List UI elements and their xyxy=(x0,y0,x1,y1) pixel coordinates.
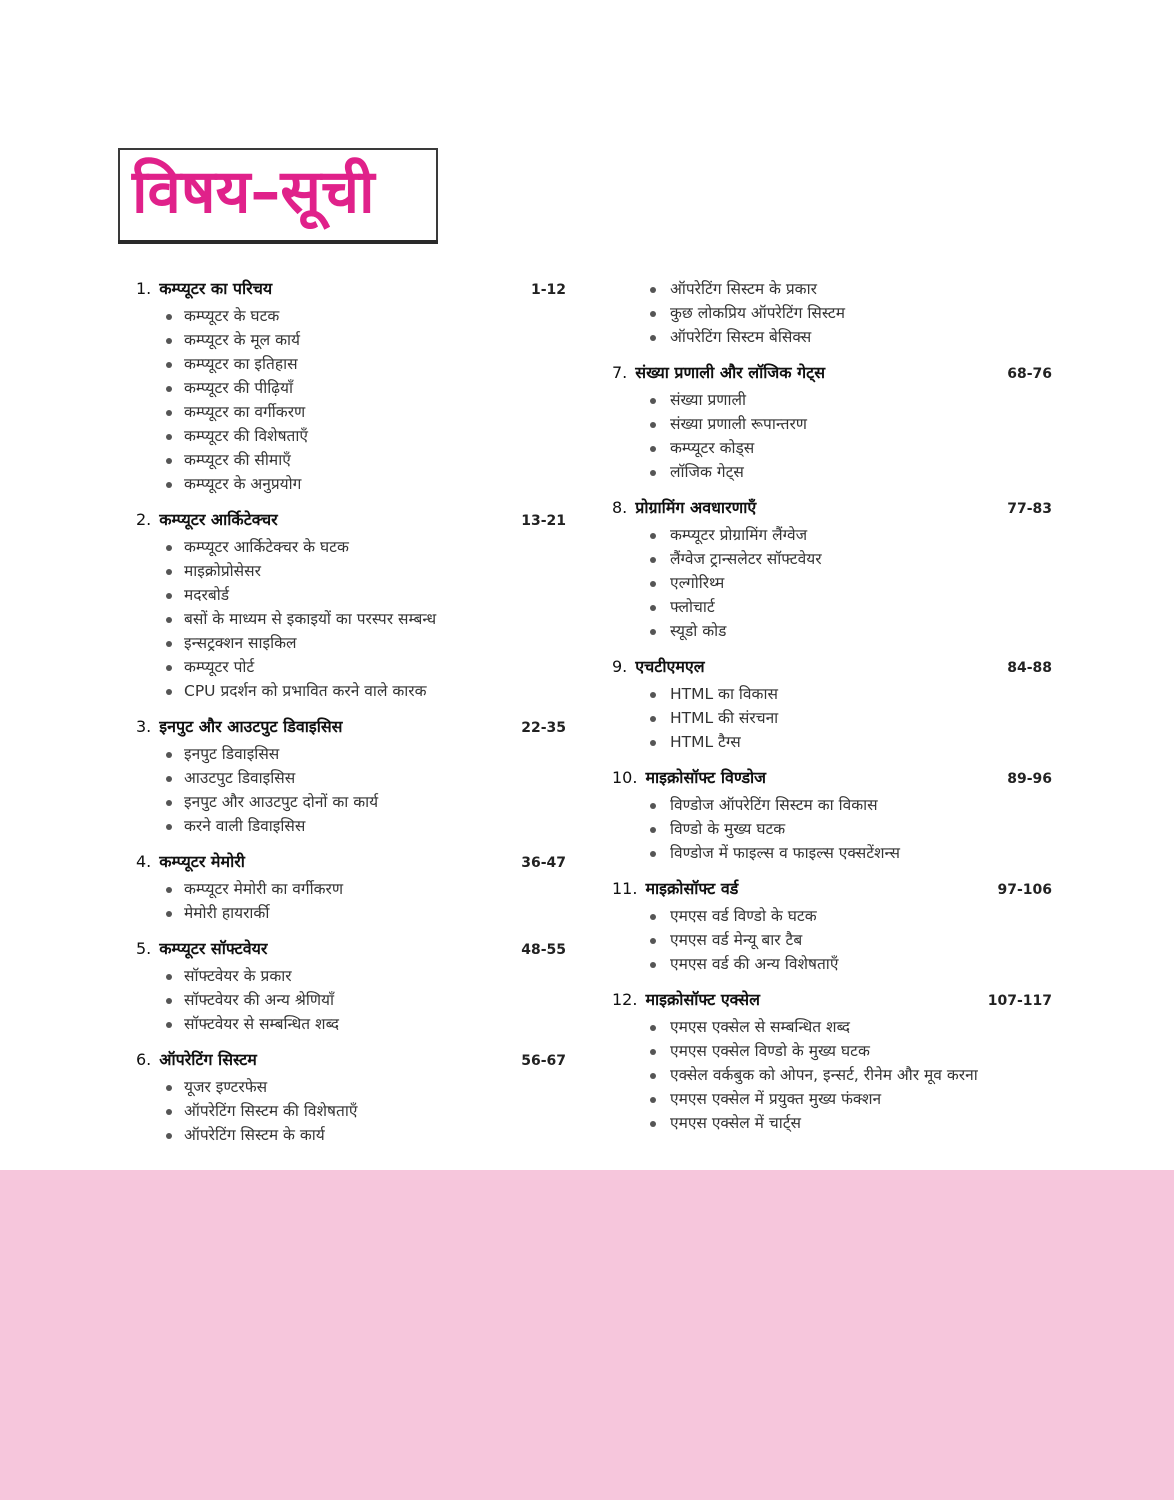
topic-item xyxy=(136,472,566,496)
topic-item xyxy=(136,559,566,583)
bullet-icon xyxy=(650,1073,656,1079)
topic-label: विण्डोज ऑपरेटिंग सिस्टम का विकास xyxy=(670,796,878,814)
topic-item xyxy=(612,436,1052,460)
chapter-title xyxy=(612,988,760,1012)
bullet-icon xyxy=(650,557,656,563)
topic-label: एमएस एक्सेल में चार्ट्स xyxy=(670,1114,802,1132)
topic-label: इनपुट डिवाइसिस xyxy=(184,745,280,763)
chapter-heading xyxy=(612,655,1052,679)
bullet-icon xyxy=(166,998,172,1004)
chapter-number: 7. xyxy=(612,363,628,382)
chapter-title xyxy=(136,508,278,532)
title-box xyxy=(118,148,438,241)
chapter-number: 3. xyxy=(136,717,152,736)
chapter-pages: 89-96 xyxy=(1007,771,1052,787)
chapter-number: 5. xyxy=(136,939,152,958)
topic-item xyxy=(136,304,566,328)
topic-label: लॉजिक गेट्स xyxy=(670,463,744,481)
chapter-pages: 84-88 xyxy=(1007,660,1052,676)
bullet-icon xyxy=(166,776,172,782)
topic-label: एमएस एक्सेल विण्डो के मुख्य घटक xyxy=(670,1042,870,1060)
topic-label: ऑपरेटिंग सिस्टम की विशेषताएँ xyxy=(184,1102,358,1120)
bullet-icon xyxy=(166,362,172,368)
bullet-icon xyxy=(650,803,656,809)
chapter-pages: 1-12 xyxy=(530,282,566,298)
topic-label: सॉफ्टवेयर की अन्य श्रेणियाँ xyxy=(184,991,335,1009)
bullet-icon xyxy=(650,740,656,746)
topic-item xyxy=(612,1039,1052,1063)
chapter-entry xyxy=(136,1048,566,1147)
chapter-title-text: कम्प्यूटर आर्किटेक्चर xyxy=(159,510,278,529)
bullet-icon xyxy=(166,887,172,893)
topic-label: एमएस एक्सेल से सम्बन्धित शब्द xyxy=(670,1018,850,1036)
topic-label: एमएस एक्सेल में प्रयुक्त मुख्य फंक्शन xyxy=(670,1090,882,1108)
topic-list xyxy=(136,535,566,703)
topic-item xyxy=(136,742,566,766)
topic-label: एमएस वर्ड मेन्यू बार टैब xyxy=(670,931,803,949)
bullet-icon xyxy=(650,470,656,476)
topic-item xyxy=(136,376,566,400)
bullet-icon xyxy=(650,692,656,698)
chapter-heading xyxy=(136,715,566,739)
chapter-title xyxy=(136,277,272,301)
topic-list xyxy=(612,682,1052,754)
topic-list xyxy=(612,388,1052,484)
bullet-icon xyxy=(166,482,172,488)
topic-label: HTML का विकास xyxy=(670,685,778,703)
topic-label: कम्प्यूटर पोर्ट xyxy=(184,658,255,676)
chapter-title-text: प्रोग्रामिंग अवधारणाएँ xyxy=(635,498,757,517)
topic-label: एल्गोरिथ्म xyxy=(670,574,725,592)
chapter-pages: 13-21 xyxy=(521,513,566,529)
topic-item xyxy=(136,400,566,424)
chapter-heading xyxy=(612,766,1052,790)
topic-item xyxy=(136,424,566,448)
chapter-pages: 68-76 xyxy=(1007,366,1052,382)
bullet-icon xyxy=(650,716,656,722)
topic-label: मेमोरी हायरार्की xyxy=(184,904,270,922)
topic-item xyxy=(612,793,1052,817)
topic-item xyxy=(136,535,566,559)
chapter-heading xyxy=(612,988,1052,1012)
chapter-pages: 77-83 xyxy=(1007,501,1052,517)
topic-item xyxy=(136,766,566,790)
chapter-pages: 36-47 xyxy=(521,855,566,871)
topic-label: फ्लोचार्ट xyxy=(670,598,715,616)
topic-item xyxy=(136,655,566,679)
bullet-icon xyxy=(166,800,172,806)
chapter-number: 4. xyxy=(136,852,152,871)
topic-label: ऑपरेटिंग सिस्टम बेसिक्स xyxy=(670,328,812,346)
topic-item xyxy=(136,679,566,703)
chapter-title-text: माइक्रोसॉफ्ट विण्डोज xyxy=(645,768,767,787)
bullet-icon xyxy=(166,314,172,320)
topic-label: कम्प्यूटर की पीढ़ियाँ xyxy=(184,379,293,397)
bullet-icon xyxy=(650,827,656,833)
bullet-icon xyxy=(650,1025,656,1031)
topic-item xyxy=(136,448,566,472)
topic-label: लैंग्वेज ट्रान्सलेटर सॉफ्टवेयर xyxy=(670,550,822,568)
topic-item xyxy=(612,523,1052,547)
chapter-entry xyxy=(136,715,566,838)
bullet-icon xyxy=(166,338,172,344)
topic-item xyxy=(136,901,566,925)
topic-label: कम्प्यूटर के मूल कार्य xyxy=(184,331,301,349)
chapter-heading xyxy=(136,277,566,301)
bullet-icon xyxy=(650,287,656,293)
chapter-title-text: ऑपरेटिंग सिस्टम xyxy=(159,1050,257,1069)
chapter-entry xyxy=(612,877,1052,976)
topic-item xyxy=(612,1111,1052,1135)
topic-item xyxy=(612,547,1052,571)
chapter-entry xyxy=(612,655,1052,754)
topic-item xyxy=(612,412,1052,436)
topic-list xyxy=(136,742,566,838)
topic-item xyxy=(136,1123,566,1147)
chapter-number: 11. xyxy=(612,879,638,898)
topic-label: HTML की संरचना xyxy=(670,709,779,727)
chapter-number: 8. xyxy=(612,498,628,517)
chapter-entry xyxy=(136,937,566,1036)
bullet-icon xyxy=(166,665,172,671)
chapter-title-text: माइक्रोसॉफ्ट वर्ड xyxy=(645,879,739,898)
bullet-icon xyxy=(166,641,172,647)
bullet-icon xyxy=(650,311,656,317)
topic-item xyxy=(612,952,1052,976)
chapter-title xyxy=(136,1048,257,1072)
chapter-number: 6. xyxy=(136,1050,152,1069)
bullet-icon xyxy=(166,1109,172,1115)
topic-item xyxy=(136,1099,566,1123)
chapter-pages: 56-67 xyxy=(521,1053,566,1069)
chapter-entry xyxy=(136,277,566,496)
chapter-number: 10. xyxy=(612,768,638,787)
chapter-title-text: इनपुट और आउटपुट डिवाइसिस xyxy=(159,717,343,736)
bullet-icon xyxy=(166,1022,172,1028)
chapter-number: 12. xyxy=(612,990,638,1009)
topic-item xyxy=(612,1015,1052,1039)
decorative-pink-band xyxy=(0,1170,1174,1500)
topic-item xyxy=(136,583,566,607)
topic-item xyxy=(612,841,1052,865)
bullet-icon xyxy=(650,533,656,539)
topic-label: माइक्रोप्रोसेसर xyxy=(184,562,261,580)
topic-item xyxy=(612,682,1052,706)
chapter-heading xyxy=(612,496,1052,520)
topic-label: मदरबोर्ड xyxy=(184,586,229,604)
topic-label: इन्सट्रक्शन साइकिल xyxy=(184,634,297,652)
bullet-icon xyxy=(650,851,656,857)
topic-list xyxy=(136,1075,566,1147)
topic-item xyxy=(612,571,1052,595)
topic-item xyxy=(136,352,566,376)
topic-item xyxy=(136,964,566,988)
topic-label: स्यूडो कोड xyxy=(670,622,727,640)
chapter-entry xyxy=(612,496,1052,643)
chapter-heading xyxy=(612,877,1052,901)
topic-item xyxy=(612,1087,1052,1111)
topic-item xyxy=(612,301,1052,325)
topic-list xyxy=(136,964,566,1036)
chapter-pages: 48-55 xyxy=(521,942,566,958)
topic-item xyxy=(136,328,566,352)
chapter-title xyxy=(612,766,766,790)
topic-label: कम्प्यूटर आर्किटेक्चर के घटक xyxy=(184,538,349,556)
chapter-entry xyxy=(136,508,566,703)
topic-list xyxy=(612,793,1052,865)
bullet-icon xyxy=(650,629,656,635)
topic-item xyxy=(136,607,566,631)
topic-label: ऑपरेटिंग सिस्टम के प्रकार xyxy=(670,280,817,298)
chapter-pages: 22-35 xyxy=(521,720,566,736)
toc-right-column xyxy=(612,277,1052,1147)
chapter-title-text: कम्प्यूटर का परिचय xyxy=(159,279,273,298)
topic-label: HTML टैग्स xyxy=(670,733,741,751)
topic-label: करने वाली डिवाइसिस xyxy=(184,817,306,835)
chapter-title xyxy=(612,496,756,520)
topic-label: एमएस वर्ड की अन्य विशेषताएँ xyxy=(670,955,839,973)
chapter-number: 1. xyxy=(136,279,152,298)
chapter-heading xyxy=(136,937,566,961)
bullet-icon xyxy=(166,1085,172,1091)
topic-label: यूजर इण्टरफेस xyxy=(184,1078,268,1096)
topic-item xyxy=(612,928,1052,952)
chapter-pages: 107-117 xyxy=(987,993,1052,1009)
chapter-pages: 97-106 xyxy=(997,882,1052,898)
chapter-entry xyxy=(612,361,1052,484)
topic-item xyxy=(612,817,1052,841)
bullet-icon xyxy=(166,593,172,599)
chapter-title xyxy=(612,361,825,385)
chapter-title-text: माइक्रोसॉफ्ट एक्सेल xyxy=(645,990,760,1009)
bullet-icon xyxy=(166,752,172,758)
topic-item xyxy=(612,730,1052,754)
chapter-number: 9. xyxy=(612,657,628,676)
bullet-icon xyxy=(650,581,656,587)
chapter-title-text: एचटीएमएल xyxy=(635,657,705,676)
continued-topic-list xyxy=(612,277,1052,349)
chapter-number: 2. xyxy=(136,510,152,529)
topic-item xyxy=(612,277,1052,301)
bullet-icon xyxy=(166,458,172,464)
topic-item xyxy=(612,706,1052,730)
chapter-heading xyxy=(136,508,566,532)
title-underline xyxy=(118,240,438,244)
topic-label: विण्डोज में फाइल्स व फाइल्स एक्सटेंशन्स xyxy=(670,844,901,862)
bullet-icon xyxy=(650,422,656,428)
chapter-heading xyxy=(136,1048,566,1072)
topic-item xyxy=(136,631,566,655)
topic-label: कम्प्यूटर प्रोग्रामिंग लैंग्वेज xyxy=(670,526,808,544)
chapter-title-text: कम्प्यूटर सॉफ्टवेयर xyxy=(159,939,268,958)
bullet-icon xyxy=(166,974,172,980)
chapter-heading xyxy=(612,361,1052,385)
bullet-icon xyxy=(650,605,656,611)
topic-label: कम्प्यूटर की विशेषताएँ xyxy=(184,427,308,445)
bullet-icon xyxy=(166,824,172,830)
chapter-title-text: संख्या प्रणाली और लॉजिक गेट्स xyxy=(635,363,826,382)
bullet-icon xyxy=(650,1049,656,1055)
topic-item xyxy=(136,790,566,814)
topic-label: ऑपरेटिंग सिस्टम के कार्य xyxy=(184,1126,325,1144)
bullet-icon xyxy=(650,914,656,920)
chapter-title xyxy=(612,877,738,901)
chapter-title xyxy=(136,715,343,739)
topic-label: CPU प्रदर्शन को प्रभावित करने वाले कारक xyxy=(184,682,427,700)
bullet-icon xyxy=(650,1097,656,1103)
topic-label: कम्प्यूटर का वर्गीकरण xyxy=(184,403,306,421)
page-title: विषय–सूची xyxy=(132,157,375,227)
bullet-icon xyxy=(650,335,656,341)
toc-left-column xyxy=(136,277,566,1159)
topic-list xyxy=(136,877,566,925)
topic-item xyxy=(612,619,1052,643)
topic-item xyxy=(612,460,1052,484)
chapter-entry xyxy=(612,766,1052,865)
chapter-entry xyxy=(612,988,1052,1135)
topic-item xyxy=(136,988,566,1012)
bullet-icon xyxy=(166,569,172,575)
bullet-icon xyxy=(650,446,656,452)
topic-label: बसों के माध्यम से इकाइयों का परस्पर सम्बन्ध xyxy=(184,610,437,628)
bullet-icon xyxy=(166,689,172,695)
topic-list xyxy=(612,523,1052,643)
chapter-title xyxy=(612,655,705,679)
bullet-icon xyxy=(166,617,172,623)
topic-item xyxy=(136,1012,566,1036)
topic-list xyxy=(612,904,1052,976)
topic-item xyxy=(136,1075,566,1099)
topic-item xyxy=(612,325,1052,349)
topic-label: कम्प्यूटर का इतिहास xyxy=(184,355,298,373)
bullet-icon xyxy=(166,434,172,440)
topic-label: कम्प्यूटर की सीमाएँ xyxy=(184,451,291,469)
topic-label: संख्या प्रणाली रूपान्तरण xyxy=(670,415,807,433)
bullet-icon xyxy=(650,398,656,404)
topic-item xyxy=(612,388,1052,412)
chapter-entry xyxy=(136,850,566,925)
bullet-icon xyxy=(166,911,172,917)
topic-label: आउटपुट डिवाइसिस xyxy=(184,769,296,787)
topic-item xyxy=(136,814,566,838)
topic-label: संख्या प्रणाली xyxy=(670,391,747,409)
topic-item xyxy=(612,1063,1052,1087)
bullet-icon xyxy=(166,386,172,392)
bullet-icon xyxy=(650,962,656,968)
topic-label: सॉफ्टवेयर के प्रकार xyxy=(184,967,292,985)
topic-item xyxy=(612,904,1052,928)
topic-label: कम्प्यूटर मेमोरी का वर्गीकरण xyxy=(184,880,344,898)
bullet-icon xyxy=(650,938,656,944)
topic-label: कुछ लोकप्रिय ऑपरेटिंग सिस्टम xyxy=(670,304,845,322)
chapter-title xyxy=(136,850,245,874)
topic-label: विण्डो के मुख्य घटक xyxy=(670,820,786,838)
topic-label: सॉफ्टवेयर से सम्बन्धित शब्द xyxy=(184,1015,339,1033)
topic-label: कम्प्यूटर के घटक xyxy=(184,307,280,325)
chapter-title xyxy=(136,937,267,961)
topic-list xyxy=(136,304,566,496)
topic-label: कम्प्यूटर कोड्स xyxy=(670,439,755,457)
topic-label: एमएस वर्ड विण्डो के घटक xyxy=(670,907,817,925)
topic-label: इनपुट और आउटपुट दोनों का कार्य xyxy=(184,793,379,811)
chapter-title-text: कम्प्यूटर मेमोरी xyxy=(159,852,245,871)
topic-label: कम्प्यूटर के अनुप्रयोग xyxy=(184,475,302,493)
topic-item xyxy=(136,877,566,901)
bullet-icon xyxy=(166,1133,172,1139)
topic-item xyxy=(612,595,1052,619)
continued-topics xyxy=(612,277,1052,349)
chapter-heading xyxy=(136,850,566,874)
topic-label: एक्सेल वर्कबुक को ओपन, इन्सर्ट, रीनेम और मूव करना xyxy=(670,1066,978,1084)
topic-list xyxy=(612,1015,1052,1135)
bullet-icon xyxy=(166,410,172,416)
bullet-icon xyxy=(650,1121,656,1127)
bullet-icon xyxy=(166,545,172,551)
